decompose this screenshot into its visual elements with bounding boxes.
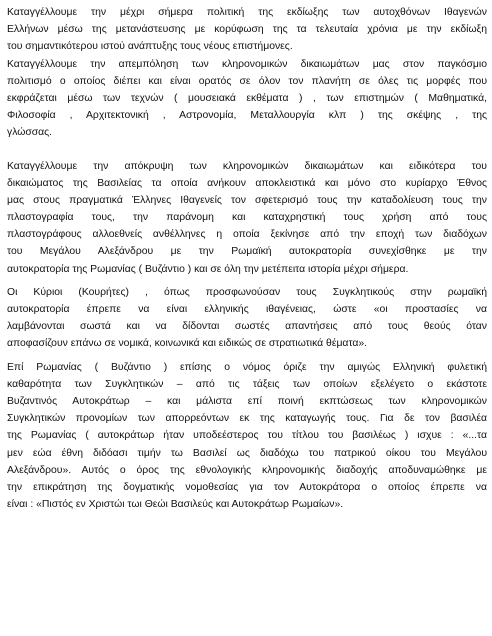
paragraph-emigration (7, 4, 487, 56)
text-line: του Μεγάλου Αλεξάνδρου με την Ρωμαϊκή αυτοκρατορία συνεχίσθηκε με την (7, 246, 487, 258)
text-line: αυτοκρατορία της Ρωμανίας ( Βυζάντιο ) και σε όλη την μετέπειτα ιστορία μέχρι σήμερα. (7, 263, 409, 275)
text-line: Φιλοσοφία , Αρχιτεκτονική , Αστρονομία, Μεταλλουργία κλπ ) της σκέψης , της (7, 110, 487, 122)
text-line: Αλεξάνδρου». Αυτός ο όρος της εθνολογικής κληρονομικής διαδοχής αποδυναμώθηκε με (7, 464, 487, 476)
text-line: Συγκλητικών προνομίων των απορρεόντων εκ της καταγωγής τους. Για δε τον βασιλέα (7, 413, 487, 425)
text-line: Βυζαντινός Αυτοκράτωρ – και μάλιστα επί ποινή εκπτώσεως των κληρονομικών (7, 395, 487, 407)
paragraph-romania (7, 359, 487, 514)
document-page (7, 4, 487, 513)
text-line: αποφασίζουν επάνω σε νομικά, κοινωνικά και ειδικώς σε στρατιωτικά θέματα». (7, 338, 368, 350)
text-line: μεν εώα έθνη διδόασι τιμήν τω Βασιλεί ως διαδόχω του πατρικού οίκου του Μεγάλου (7, 447, 487, 459)
text-line: του σημαντικότερου ιστού ανάπτυξης τους νέους επιστήμονες. (7, 41, 293, 53)
text-line: εκφράζεται μέσω των τεχνών ( μουσειακά εκθέματα ) , των επιστημών ( Μαθηματικά, (7, 92, 487, 104)
paragraph-spacer (7, 142, 487, 158)
text-line: Επί Ρωμανίας ( Βυζάντιο ) επίσης ο νόμος όριζε την αμιγώς Ελληνική φυλετική (7, 361, 487, 373)
text-line: της Ρωμανίας ( αυτοκράτωρ ήταν υποδεέστερος του τίτλου του βασιλέως ) ισχυε : «...τα (7, 430, 487, 442)
text-line: Καταγγέλλουμε την απόκρυψη των κληρονομικών δικαιωμάτων και ειδικότερα του (7, 160, 487, 172)
text-line: γλώσσας. (7, 127, 53, 139)
text-line: καθαρότητα των Συγκλητικών – από τις τάξεις των οποίων εξελέγετο ο εκάστοτε (7, 378, 487, 390)
text-line: Καταγγέλλουμε την απεμπόληση των κληρονομικών δικαιωμάτων μας στον παγκόσμιο (7, 58, 487, 70)
text-line: Καταγγέλλουμε την μέχρι σήμερα πολιτική της εκδίωξης των αυτοχθόνων Ιθαγενών (7, 7, 487, 18)
text-line: είναι : «Πιστός εν Χριστώι τωι Θεώι Βασιλεύς και Αυτοκράτωρ Ρωμαίων». (7, 499, 344, 511)
text-line: Ελλήνων μέσω της μετανάστευσης με κορύφωση της τα τελευταία χρόνια με την εκδίωξη (7, 24, 487, 36)
text-line: λαμβάνονται σωστά και να δίδονται σωστές απαντήσεις από τους θεούς όταν (7, 321, 487, 333)
text-line: την επικράτηση της δογματικής νομοθεσίας για τον Αυτοκράτορα ο οποίος έπρεπε να (7, 481, 487, 493)
paragraph-heritage-rights (7, 56, 487, 142)
text-line: δικαιώματος της Βασιλείας τα οποία ανήκουν αποκλειστικά και μόνο στο κυρίαρχο Έθνος (7, 177, 487, 189)
text-line: Οι Κύριοι (Κουρήτες) , όπως προσφωνούσαν τους Συγκλητικούς στην ρωμαϊκή (7, 286, 487, 298)
text-line: πλαστογράφους αλλοεθνείς ανθέλληνες η οποία ξεκίνησε από την εποχή των διαδόχων (7, 229, 487, 241)
paragraph-senators (7, 284, 487, 353)
text-line: πολιτισμό ο οποίος διέπει και είναι ορατός σε όλον τον πλανήτη σε όλες τις μορφές που (7, 75, 487, 87)
text-line: αυτοκρατορία έπρεπε να είναι ελληνικής ιθαγένειας, ώστε «οι προστασίες να (7, 304, 487, 315)
text-line: πλαστογραφία τους, την παράνομη και καταχρηστική τους χρήση από τους (7, 212, 487, 224)
text-line: μας στους πραγματικά Έλληνες Ιθαγενείς τον σφετερισμό τους την καταδολίευση τους την (7, 194, 487, 206)
paragraph-kingship-rights (7, 158, 487, 278)
